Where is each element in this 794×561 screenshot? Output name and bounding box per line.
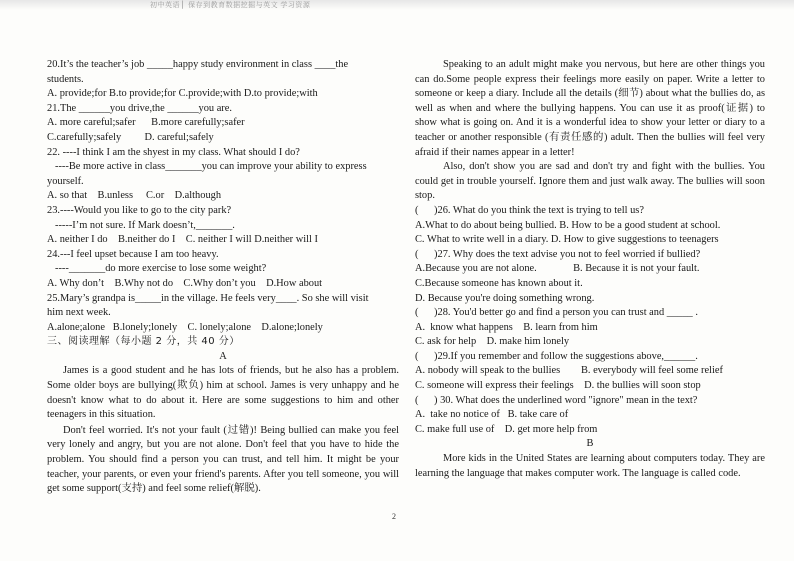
q21: 21.The ______you drive,the ______you are.: [47, 102, 232, 114]
q20-line1: 20.It’s the teacher’s job _____happy study environment in class ____the: [47, 59, 349, 70]
q22-line2: ----Be more active in class_______you can improve your ability to express: [55, 161, 367, 173]
header-text: 初中英语 ▏保存到教育数据挖掘与英文 学习资源: [150, 1, 311, 9]
q26-options-a: A.What to do about being bullied. B. How to be a good student at school.: [415, 219, 721, 231]
q27: ( )27. Why does the text advise you not to feel worried if bullied?: [415, 248, 701, 260]
header-strip: [0, 0, 794, 10]
passage-paragraph-5: More kids in the United States are learning about computers today. They are learning the language that makes computer work. The language is called code.: [415, 453, 765, 479]
q21-options-b: C.carefully;safely D. careful;safely: [47, 131, 214, 143]
q22-line1: 22. ----I think I am the shyest in my class. What should I do?: [47, 146, 300, 158]
q23-line1: 23.----Would you like to go to the city park?: [47, 204, 232, 216]
right-column: [415, 58, 765, 481]
q23-options: A. neither I do B.neither do I C. neither I will D.neither will I: [47, 234, 318, 246]
q29-options-b: C. someone will express their feelings D. the bullies will soon stop: [415, 380, 701, 392]
left-column: [47, 58, 399, 497]
q25-line2: him next week.: [47, 307, 111, 319]
q24-line1: 24.---I feel upset because I am too heavy.: [47, 248, 219, 260]
section-heading: 三、阅读理解（每小题 2 分，共 40 分）: [47, 336, 240, 348]
q30-options-a: A. take no notice of B. take care of: [415, 409, 569, 421]
q29: ( )29.If you remember and follow the suggestions above,______.: [415, 350, 698, 362]
passage-paragraph-3: Speaking to an adult might make you nervous, but here are other things you can do.Some people express their feelings more easily on paper. Write a letter to someone or keep a diary. Include all the details (细节) about what the bullies do, as well as when and where the bullying happens. You can use it as proof(证据) to show what is going on. And it is a wonderful idea to show your letter or diary to a teacher or another responsible (有责任感的) adult. Then the bullies will feel very afraid if their names appear in a letter!: [415, 59, 765, 158]
q25-line1: 25.Mary’s grandpa is_____in the village. He feels very____. So she will visit: [47, 292, 369, 304]
q28-options-a: A. know what happens B. learn from him: [415, 321, 598, 333]
q26-options-b: C. What to write well in a diary. D. How to give suggestions to teenagers: [415, 234, 719, 246]
q30: ( ) 30. What does the underlined word "ignore" mean in the text?: [415, 394, 698, 406]
q29-options-a: A. nobody will speak to the bullies B. everybody will feel some relief: [415, 365, 723, 377]
passage-b-label: B: [586, 438, 594, 450]
passage-paragraph-1: James is a good student and he has lots of friends, but he also has a problem. Some older boys are bullying(欺负) him at school. James is very unhappy and he doesn't know what to do about it. Here are some suggestions to him and other teenagers in this situation.: [47, 365, 399, 421]
q21-options-a: A. more careful;safer B.more carefully;safer: [47, 117, 245, 129]
q25-options: A.alone;alone B.lonely;lonely C. lonely;alone D.alone;lonely: [47, 321, 323, 333]
q27-options-b: C.Because someone has known about it.: [415, 277, 583, 289]
q28-options-b: C. ask for help D. make him lonely: [415, 336, 570, 348]
q24-line2: ----_______do more exercise to lose some weight?: [55, 263, 267, 275]
q20-line2: students.: [47, 73, 84, 85]
q28: ( )28. You'd better go and find a person you can trust and _____ .: [415, 307, 698, 319]
q24-options: A. Why don’t B.Why not do C.Why don’t you D.How about: [47, 277, 323, 289]
q30-options-b: C. make full use of D. get more help from: [415, 423, 598, 435]
q27-options-a: A.Because you are not alone. B. Because it is not your fault.: [415, 263, 700, 275]
passage-a-label: A: [219, 350, 227, 362]
page-number: 2: [392, 512, 396, 521]
q22-line3: yourself.: [47, 175, 84, 187]
q27-options-c: D. Because you're doing something wrong.: [415, 292, 595, 304]
q22-options: A. so that B.unless C.or D.although: [47, 190, 222, 202]
passage-paragraph-4: Also, don't show you are sad and don't try and fight with the bullies. You could get in trouble yourself. Ignore them and just walk away. The bullies will soon stop.: [415, 161, 765, 202]
q26: ( )26. What do you think the text is trying to tell us?: [415, 204, 644, 216]
q20-options: A. provide;for B.to provide;for C.provide;with D.to provide;with: [47, 88, 318, 100]
q23-line2: -----I’m not sure. If Mark doesn’t,_______.: [55, 219, 235, 231]
passage-paragraph-2: Don't feel worried. It's not your fault (过错)! Being bullied can make you feel very lonely and angry, but you are not alone. Don't feel that you have to hide the problem. You should find a person you can trust, and tell him. It might be your teacher, your parents, or even your friend's parents. After you tell someone, you will get some support(支持) and feel some relief(解脱).: [47, 424, 399, 495]
